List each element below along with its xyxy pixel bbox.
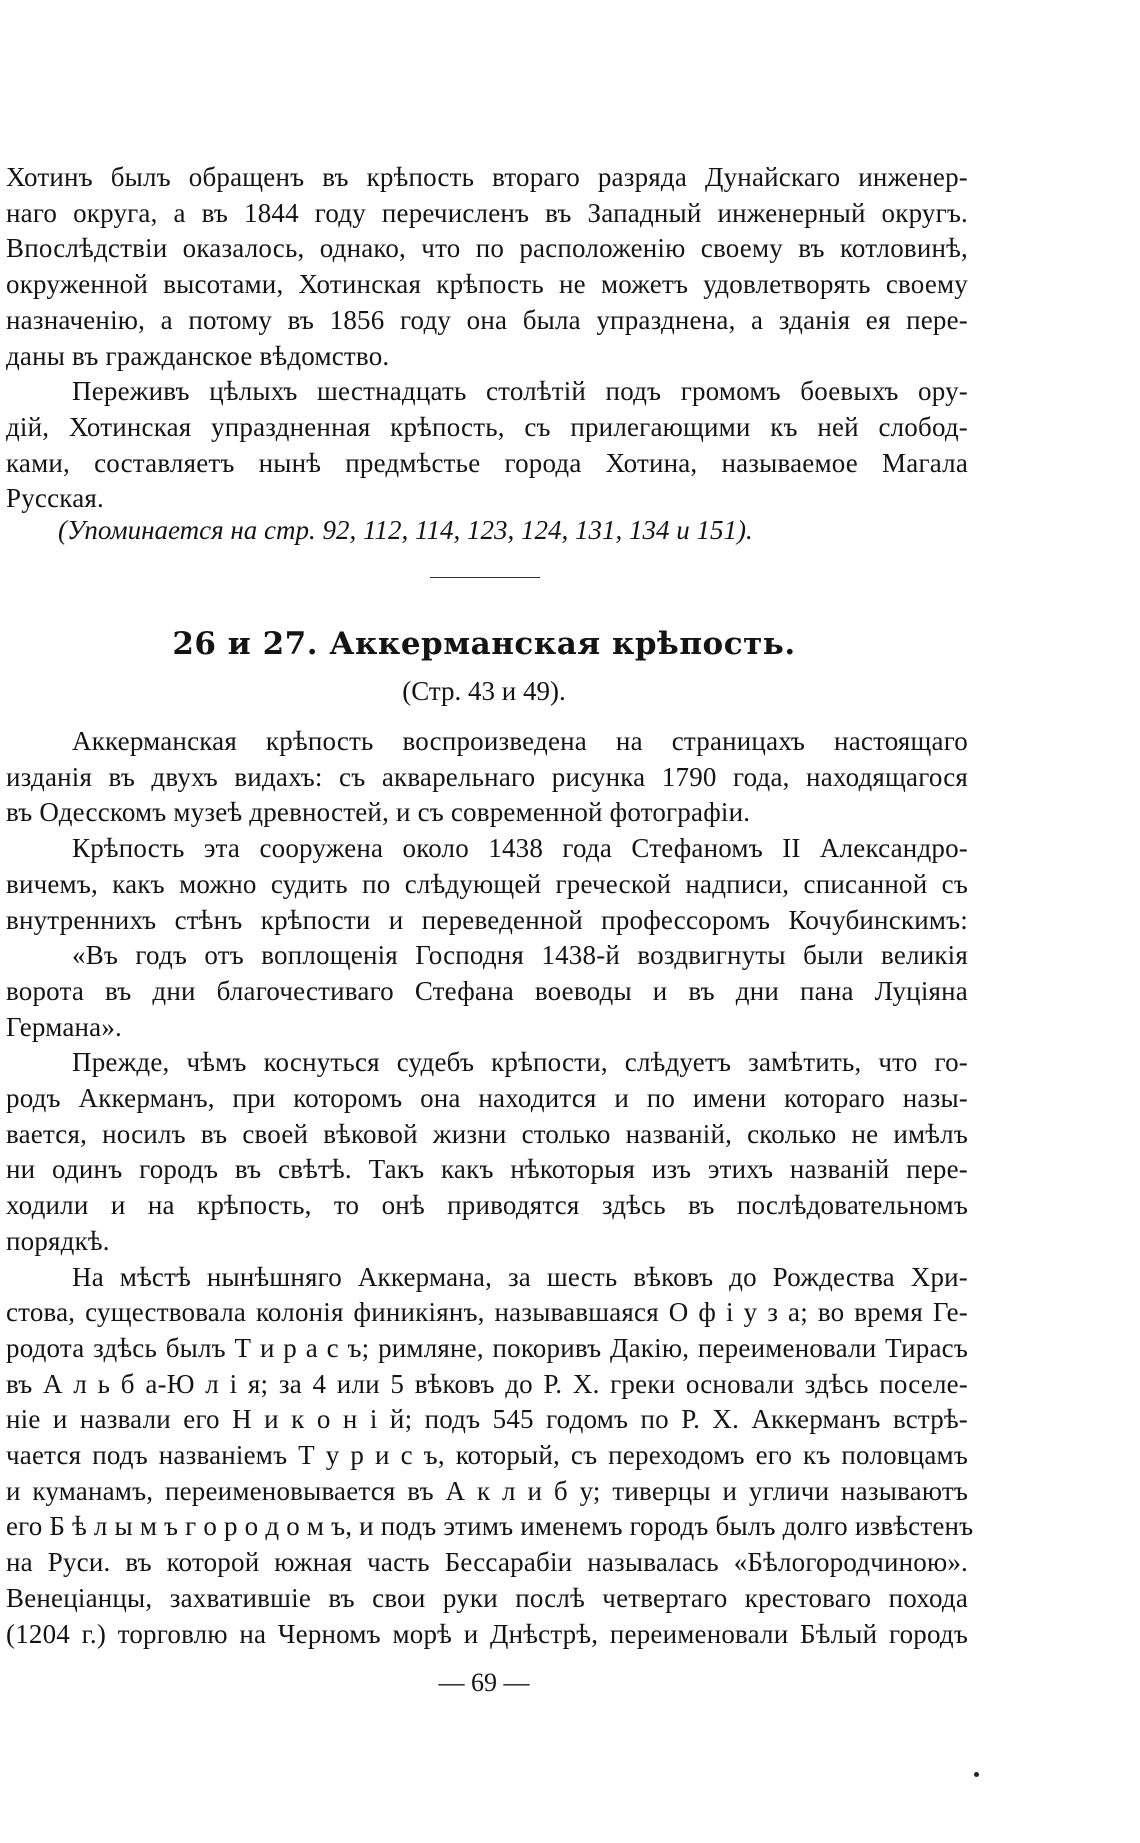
paragraph-hotin-present — [6, 374, 968, 517]
text-line: Переживъ цѣлыхъ шестнадцать столѣтій подъ громомъ боевыхъ ору- — [72, 376, 968, 407]
text-line: Прежде, чѣмъ коснуться судебъ крѣпости, слѣдуетъ замѣтить, что го- — [72, 1047, 968, 1078]
text-line: На мѣстѣ нынѣшняго Аккермана, за шесть вѣковъ до Рождества Хри- — [72, 1261, 968, 1292]
text-line: окруженной высотами, Хотинская крѣпость не можетъ удовлетворять своему — [6, 269, 968, 300]
text-line: Русская. — [6, 483, 104, 514]
text-line: ніе и назвали его Н и к о н і й; подъ 545 годомъ по Р. Х. Аккерманъ встрѣ- — [6, 1404, 968, 1435]
text-line: ходили и на крѣпость, то онѣ приводятся здѣсь въ послѣдовательномъ — [6, 1190, 968, 1221]
text-line: чается подъ названіемъ Т у р и с ъ, который, съ переходомъ его къ половцамъ — [6, 1440, 968, 1471]
text-line: даны въ гражданское вѣдомство. — [6, 340, 390, 371]
section-divider — [430, 577, 540, 578]
section-subheading: (Стр. 43 и 49). — [402, 676, 566, 706]
text-line: ворота въ дни благочестиваго Стефана воеводы и въ дни пана Луціяна — [6, 975, 968, 1006]
text-line: родъ Аккерманъ, при которомъ она находится и по имени котораго назы- — [6, 1083, 968, 1114]
page-references: (Упоминается на стр. 92, 112, 114, 123, 124, 131, 134 и 151). — [58, 515, 753, 545]
text-line: и куманамъ, переименовывается въ А к л и б у; тиверцы и угличи называютъ — [6, 1475, 968, 1506]
section-heading: 26 и 27. Аккерманская крѣпость. — [172, 626, 796, 662]
text-line: Аккерманская крѣпость воспроизведена на страницахъ настоящаго — [72, 726, 968, 756]
text-line: его Б ѣ л ы м ъ г о р о д о м ъ, и подъ этимъ именемъ городъ былъ долго извѣстенъ — [6, 1511, 974, 1542]
text-line: родота здѣсь былъ Т и р а с ъ; римляне, покоривъ Дакію, переименовали Тирасъ — [6, 1332, 968, 1363]
text-line: изданія въ двухъ видахъ: съ акварельнаго рисунка 1790 года, находящагося — [6, 761, 968, 792]
text-line: вичемъ, какъ можно судить по слѣдующей греческой надписи, списанной съ — [6, 868, 968, 899]
page-number: — 69 — — [438, 1668, 530, 1697]
text-line: Хотинъ былъ обращенъ въ крѣпость втораго разряда Дунайскаго инженер- — [6, 162, 968, 192]
text-line: дій, Хотинская упраздненная крѣпость, съ прилегающими къ ней слобод- — [6, 411, 968, 442]
text-line: внутреннихъ стѣнъ крѣпости и переведенной профессоромъ Кочубинскимъ: — [6, 904, 968, 935]
text-line: наго округа, а въ 1844 году перечисленъ въ Западный инженерный округъ. — [6, 197, 968, 228]
text-line: порядкѣ. — [6, 1225, 110, 1256]
text-line: ни одинъ городъ въ свѣтѣ. Такъ какъ нѣкоторыя изъ этихъ названій пере- — [6, 1154, 968, 1185]
scan-speck — [974, 1772, 979, 1777]
text-line: стова, существовала колонія финикіянъ, называвшаяся О ф і у з а; во время Ге- — [6, 1297, 968, 1328]
text-line: Венеціанцы, захватившіе въ свои руки послѣ четвертаго крестоваго похода — [6, 1582, 968, 1613]
text-line: вается, носилъ въ своей вѣковой жизни столько названій, сколько не имѣлъ — [6, 1118, 968, 1149]
text-line: «Въ годъ отъ воплощенія Господня 1438-й воздвигнуты были великія — [72, 940, 968, 971]
text-block-hotin — [6, 160, 968, 517]
text-line: ками, составляетъ нынѣ предмѣстье города Хотина, называемое Магала — [6, 447, 968, 478]
text-line: Крѣпость эта сооружена около 1438 года Стефаномъ II Александро- — [72, 833, 968, 864]
paragraph-city-names-intro — [6, 1045, 968, 1259]
text-line: назначенію, а потому въ 1856 году она была упразднена, а зданія ея пере- — [6, 304, 968, 335]
paragraph-inscription — [6, 938, 968, 1045]
paragraph-reproduction — [6, 724, 968, 831]
text-line: Германа». — [6, 1011, 122, 1042]
paragraph-hotin-fortress-status — [6, 160, 968, 374]
paragraph-city-names-history — [6, 1260, 974, 1653]
text-line: въ А л ь б а-Ю л і я; за 4 или 5 вѣковъ до Р. Х. греки основали здѣсь поселе- — [6, 1368, 968, 1399]
text-line: (1204 г.) торговлю на Черномъ морѣ и Днѣстрѣ, переименовали Бѣлый городъ — [6, 1618, 968, 1649]
text-block-akkerman — [6, 724, 974, 1652]
text-line: Впослѣдствіи оказалось, однако, что по расположенію своему въ котловинѣ, — [6, 233, 968, 264]
paragraph-construction — [6, 831, 968, 938]
text-line: на Руси. въ которой южная часть Бессарабіи называлась «Бѣлогородчиною». — [6, 1547, 968, 1578]
text-line: въ Одесскомъ музеѣ древностей, и съ современной фотографіи. — [6, 797, 751, 828]
